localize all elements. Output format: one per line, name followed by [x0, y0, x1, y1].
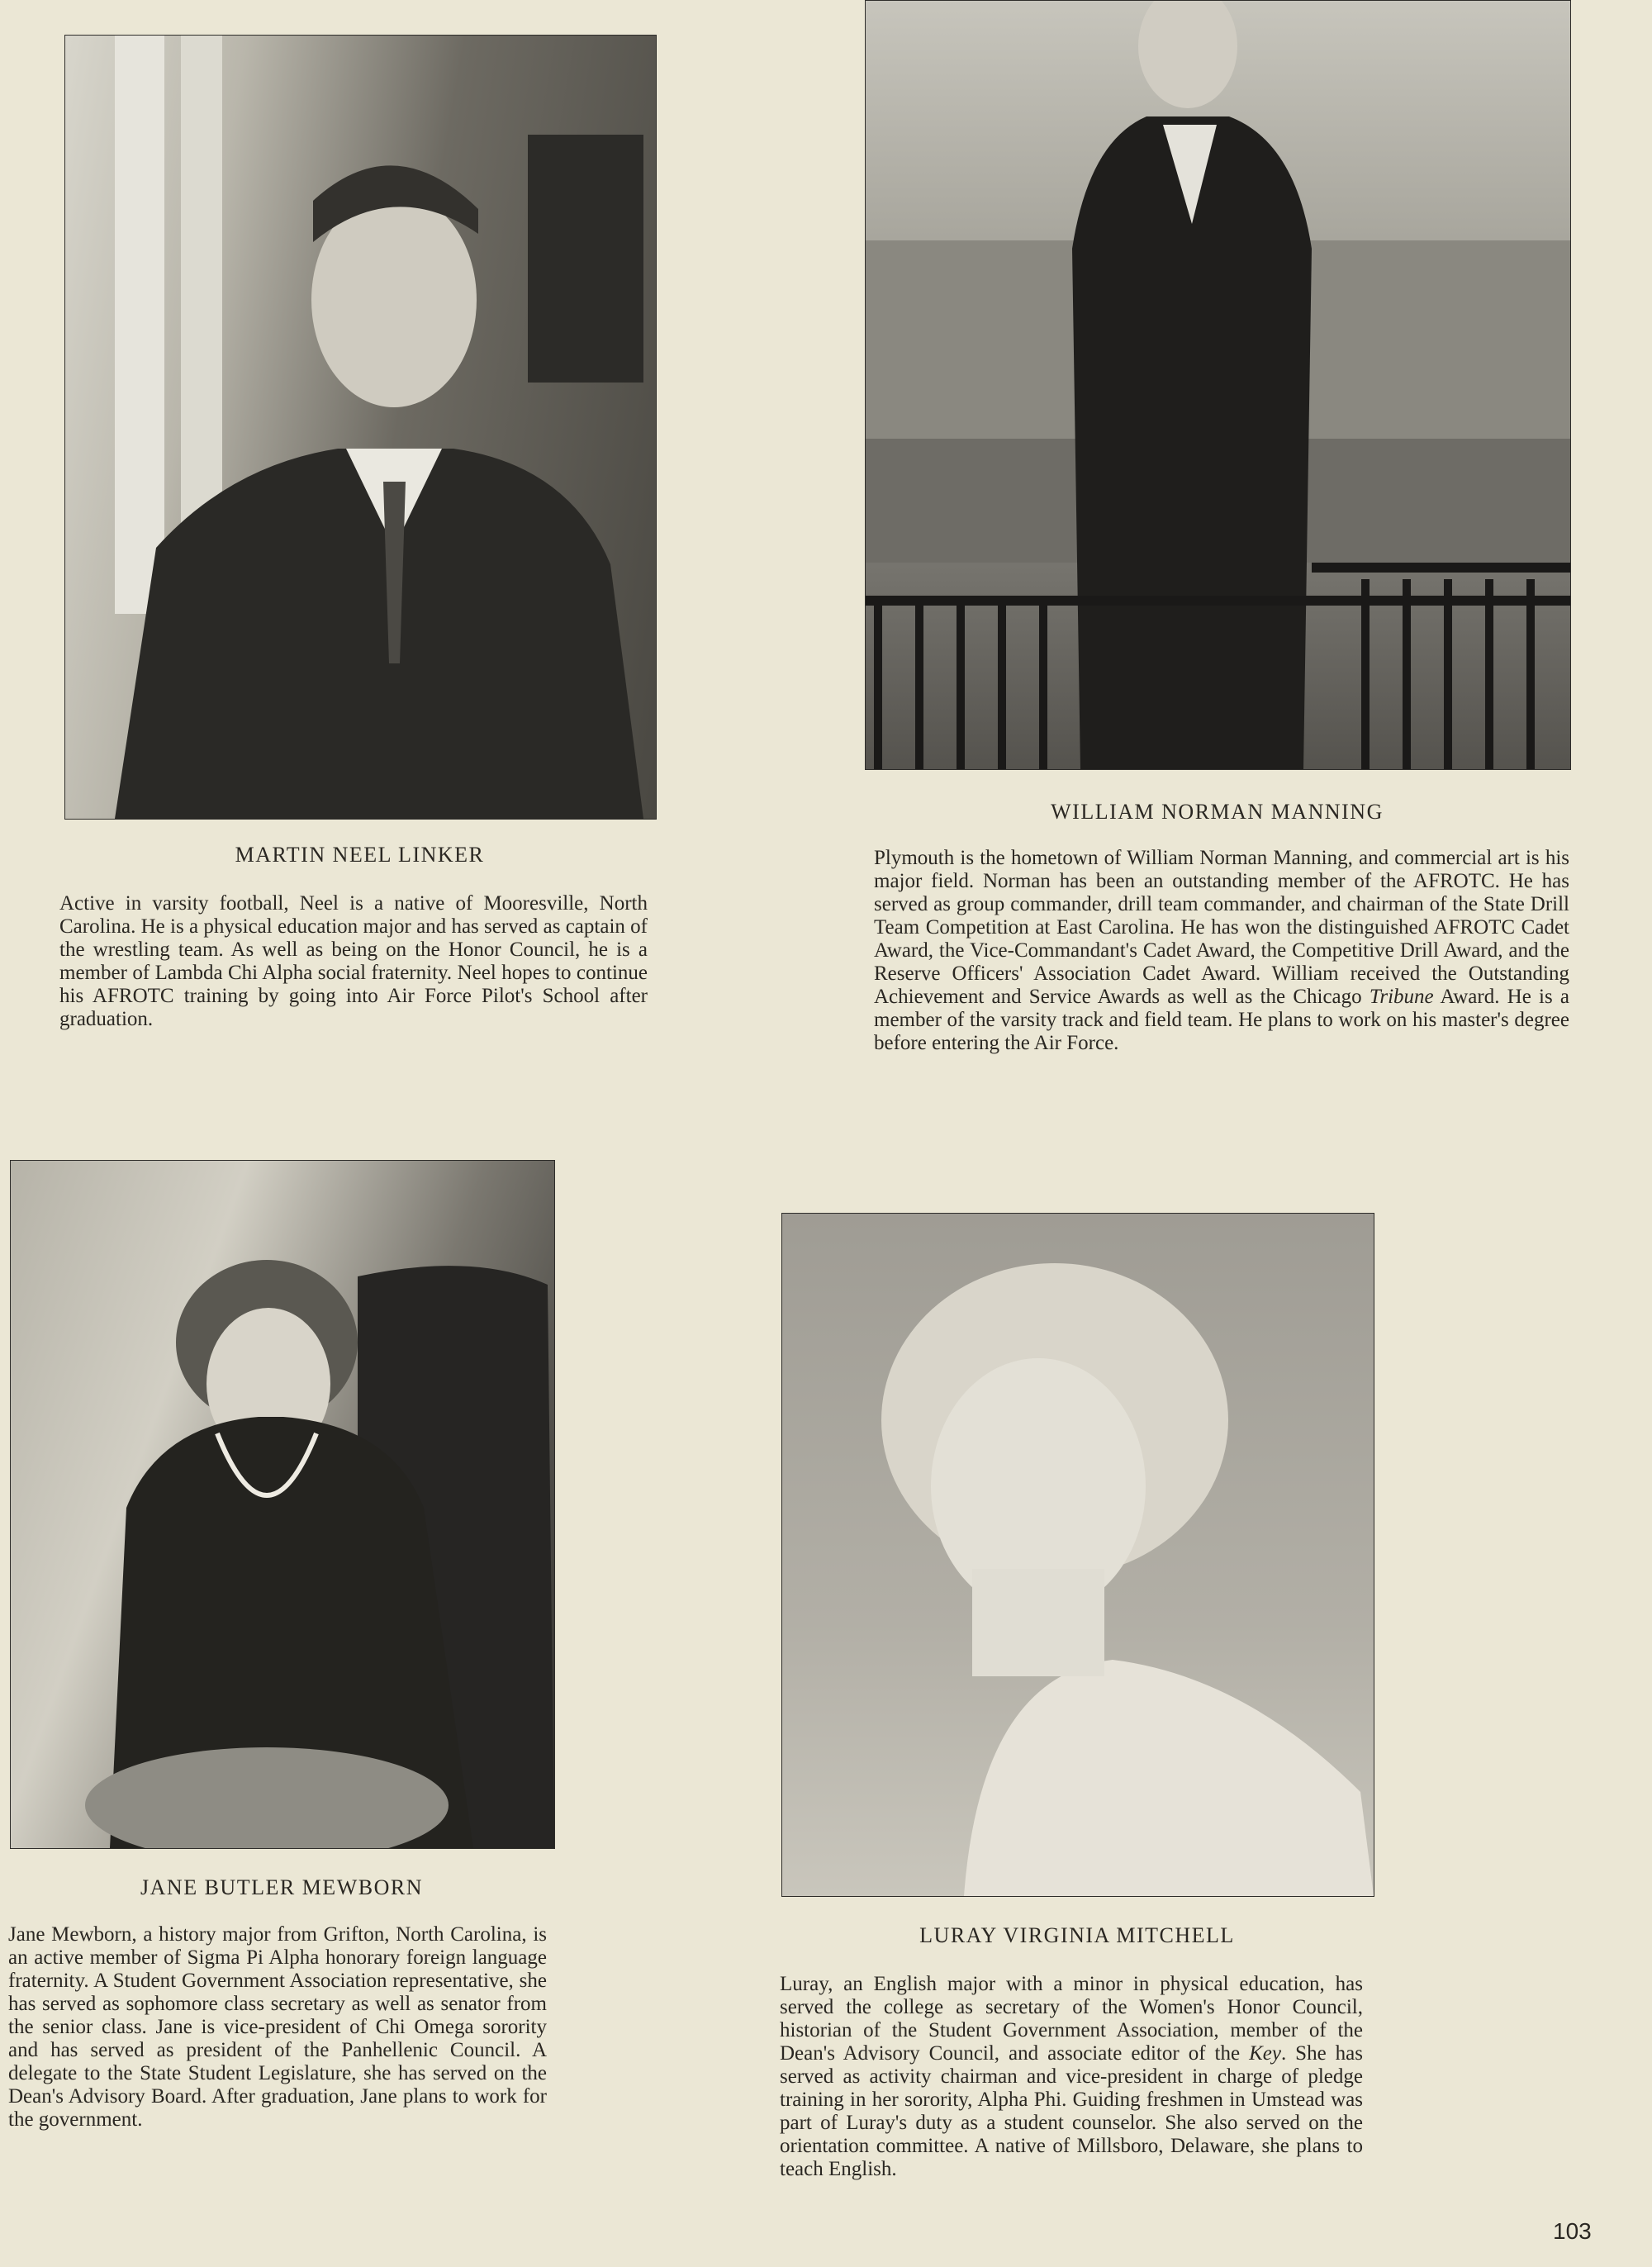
portrait-woman-seated-icon: [11, 1161, 554, 1848]
bio-william-part-2: Award. He is a member of the varsity track and field team. He plans to work on his master's degree before entering the Air Force.: [874, 986, 1569, 1054]
photo-william-norman-manning: [865, 0, 1571, 770]
bio-luray-part-2: . She has served as activity chairman and vice-president in charge of pledge training in her sorority, Alpha Phi. Guiding freshmen in Umstead was part of Luray's duty as a student counselor. She also served on the orientation committee. A native of Millsboro, Delaware, she plans to teach English.: [780, 2042, 1364, 2180]
bio-william-italic: Tribune: [1369, 986, 1434, 1008]
portrait-woman-head-shoulders-icon: [782, 1214, 1374, 1896]
photo-jane-butler-mewborn: [10, 1160, 555, 1849]
page-number: 103: [1553, 2218, 1592, 2244]
portrait-man-standing-icon: [866, 1, 1570, 769]
name-luray-virginia-mitchell: LURAY VIRGINIA MITCHELL: [919, 1923, 1235, 1947]
name-william-norman-manning: WILLIAM NORMAN MANNING: [1051, 800, 1384, 824]
name-martin-neel-linker: MARTIN NEEL LINKER: [235, 843, 485, 867]
bio-william-norman-manning: [874, 847, 1569, 1055]
bio-luray-part-1: Luray, an English major with a minor in physical education, has served the college as secretary of the Women's Honor Council, historian of the Student Government Association, member of the Dean's Advisory Council, and associate editor of the: [780, 1973, 1363, 2065]
name-jane-butler-mewborn: JANE BUTLER MEWBORN: [140, 1875, 423, 1899]
photo-luray-virginia-mitchell: [781, 1213, 1374, 1897]
bio-william-part-1: Plymouth is the hometown of William Norman Manning, and commercial art is his major field. Norman has been an outstanding member of the AFROTC. He has served as group commander, drill team commander, and chairman of the State Drill Team Competition at East Carolina. He has won the distinguished AFROTC Cadet Award, the Vice-Commandant's Cadet Award, the Competitive Drill Award, and the Reserve Officers' Association Cadet Award. William received the Outstanding Achievement and Service Awards as well as the Chicago: [874, 847, 1569, 1008]
bio-luray-italic: Key: [1249, 2042, 1281, 2065]
bio-luray-virginia-mitchell: [780, 1973, 1363, 2181]
bio-martin-neel-linker: Active in varsity football, Neel is a native of Mooresville, North Carolina. He is a physical education major and has served as captain of the wrestling team. As well as being on the Honor Council, he is a member of Lambda Chi Alpha social fraternity. Neel hopes to continue his AFROTC training by going into Air Force Pilot's School after graduation.: [59, 892, 648, 1030]
photo-martin-neel-linker: [64, 35, 657, 820]
bio-jane-butler-mewborn: Jane Mewborn, a history major from Grifton, North Carolina, is an active member of Sigma Pi Alpha honorary foreign language fraternity. A Student Government Association representative, she has served as sophomore class secretary as well as senator from the senior class. Jane is vice-president of Chi Omega sorority and has served as president of the Panhellenic Council. A delegate to the State Student Legislature, she has served on the Dean's Advisory Board. After graduation, Jane plans to work for the government.: [8, 1923, 547, 2131]
portrait-man-suit-icon: [65, 36, 656, 819]
